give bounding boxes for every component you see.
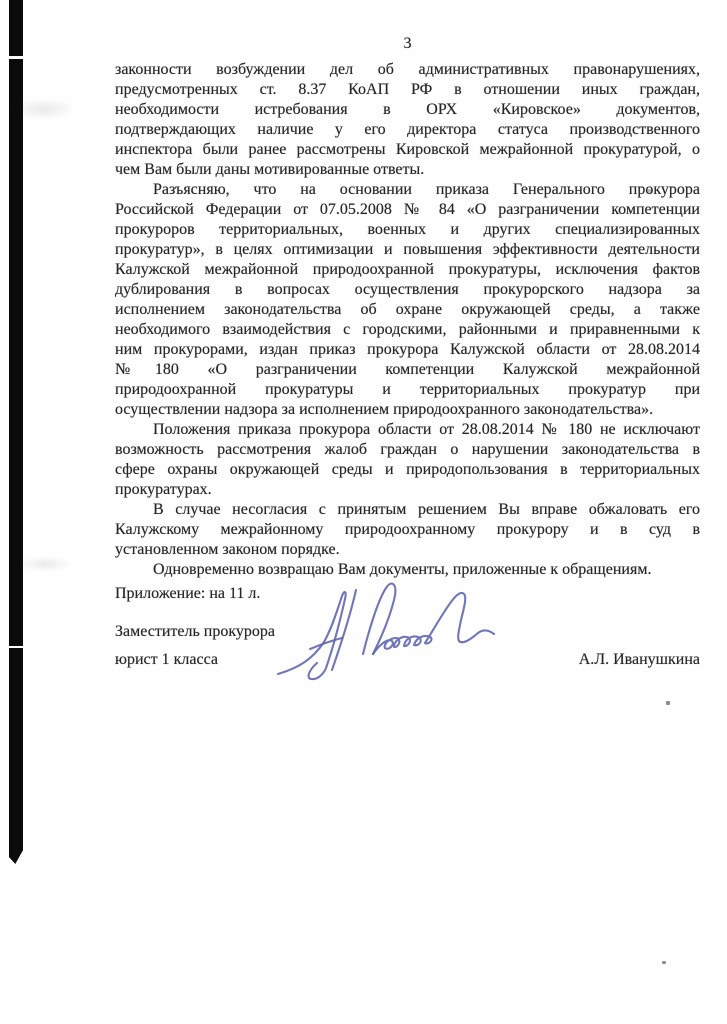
text-line: законности возбуждении дел об административных правонарушениях, <box>115 61 700 78</box>
scan-edge-gap <box>9 56 23 59</box>
text-line: установленном законом порядке. <box>115 541 340 558</box>
text-line: Положения приказа прокурора области от 28.08.2014 № 180 не исключают <box>153 421 700 438</box>
body-paragraph <box>115 500 700 560</box>
text-line: дублирования в вопросах осуществления прокурорского надзора за <box>115 281 700 298</box>
body-paragraph <box>115 560 700 580</box>
attachment-note: Приложение: на 11 л. <box>115 585 261 602</box>
signer-name: А.Л. Иванушкина <box>578 651 700 668</box>
text-line: Калужской межрайонной природоохранной прокуратуры, исключения фактов <box>115 261 700 278</box>
scan-speck <box>662 961 666 964</box>
scan-edge-gap <box>9 646 23 648</box>
scan-smudge <box>12 98 76 120</box>
text-line: прокуроров территориальных, военных и других специализированных <box>115 221 700 238</box>
body-paragraph <box>115 180 700 420</box>
signer-title-line1: Заместитель прокурора <box>115 623 275 640</box>
text-line: необходимости истребования в ОРХ «Кировское» документов, <box>115 101 700 118</box>
text-line: Калужскому межрайонному природоохранному прокурору и в суд в <box>115 521 700 538</box>
scan-smudge <box>18 556 72 572</box>
text-line: прокуратур», в целях оптимизации и повышения эффективности деятельности <box>115 241 700 258</box>
text-line: предусмотренных ст. 8.37 КоАП РФ в отношении иных граждан, <box>115 81 700 98</box>
text-column <box>115 34 700 670</box>
text-line: чем Вам были даны мотивированные ответы. <box>115 161 425 178</box>
text-line: ним прокурорами, издан приказ прокурора Калужской области от 28.08.2014 <box>115 341 700 358</box>
scan-edge-artifact-bar <box>9 0 23 864</box>
text-line: природоохранной прокуратуры и территориальных прокуратур при <box>115 381 700 398</box>
body-paragraph <box>115 60 700 180</box>
text-line: В случае несогласия с принятым решением Вы вправе обжаловать его <box>153 501 700 518</box>
signer-row <box>115 650 700 670</box>
text-line: сфере охраны окружающей среды и природопользования в территориальных <box>115 461 700 478</box>
text-line: инспектора были ранее рассмотрены Кировской межрайонной прокуратурой, о <box>115 141 700 158</box>
text-line: прокуратурах. <box>115 481 212 498</box>
text-line: Российской Федерации от 07.05.2008 № 84 «О разграничении компетенции <box>115 201 700 218</box>
signer-title-line2: юрист 1 класса <box>115 651 218 668</box>
text-line: подтверждающих наличие у его директора статуса производственного <box>115 121 700 138</box>
body-paragraph <box>115 420 700 500</box>
text-line: осуществлении надзора за исполнением природоохранного законодательства». <box>115 401 654 418</box>
text-line: Одновременно возвращаю Вам документы, приложенные к обращениям. <box>153 561 652 578</box>
text-line: исполнением законодательства об охране окружающей среды, а также <box>115 301 700 318</box>
scan-speck <box>666 701 670 705</box>
text-line: необходимого взаимодействия с городскими, районными и приравненными к <box>115 321 700 338</box>
page-number: 3 <box>403 35 412 52</box>
text-line: возможность рассмотрения жалоб граждан о нарушении законодательства в <box>115 441 700 458</box>
text-line: Разъясняю, что на основании приказа Генерального прокурора <box>153 181 700 198</box>
text-line: №180 «О разграничении компетенции Калужской межрайонной <box>115 361 700 378</box>
